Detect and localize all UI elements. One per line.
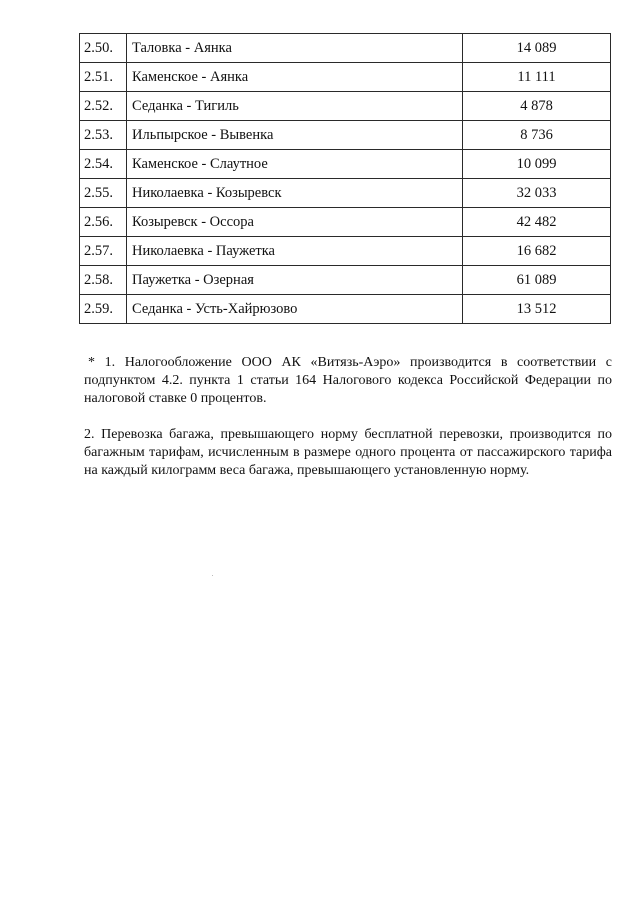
route-name: Ильпырское - Вывенка (127, 121, 463, 150)
row-number: 2.55. (80, 179, 127, 208)
table-row (80, 121, 611, 150)
route-name: Таловка - Аянка (127, 34, 463, 63)
row-number: 2.59. (80, 295, 127, 324)
fare-value: 42 482 (463, 208, 611, 237)
fare-value: 10 099 (463, 150, 611, 179)
row-number: 2.54. (80, 150, 127, 179)
fare-value: 16 682 (463, 237, 611, 266)
route-name: Седанка - Усть-Хайрюзово (127, 295, 463, 324)
row-number: 2.56. (80, 208, 127, 237)
fare-value: 8 736 (463, 121, 611, 150)
fare-value: 4 878 (463, 92, 611, 121)
route-name: Паужетка - Озерная (127, 266, 463, 295)
route-name: Николаевка - Козыревск (127, 179, 463, 208)
table-row (80, 266, 611, 295)
footnotes (84, 354, 612, 498)
fare-value: 13 512 (463, 295, 611, 324)
fare-value: 11 111 (463, 63, 611, 92)
table-row (80, 63, 611, 92)
row-number: 2.52. (80, 92, 127, 121)
table-row (80, 179, 611, 208)
route-name: Козыревск - Оссора (127, 208, 463, 237)
row-number: 2.57. (80, 237, 127, 266)
table-row (80, 150, 611, 179)
row-number: 2.50. (80, 34, 127, 63)
fare-value: 61 089 (463, 266, 611, 295)
footnote-baggage: 2. Перевозка багажа, превышающего норму бесплатной перевозки, производится по багажным тарифам, исчисленным в размере одного процента от пассажирского тарифа на каждый килограмм веса багажа, превышающего установленную норму. (84, 427, 612, 478)
row-number: 2.53. (80, 121, 127, 150)
route-name: Каменское - Слаутное (127, 150, 463, 179)
table-row (80, 295, 611, 324)
route-name: Каменское - Аянка (127, 63, 463, 92)
table-row (80, 208, 611, 237)
row-number: 2.58. (80, 266, 127, 295)
fare-value: 14 089 (463, 34, 611, 63)
route-name: Седанка - Тигиль (127, 92, 463, 121)
scan-speck (212, 575, 213, 576)
fare-value: 32 033 (463, 179, 611, 208)
route-name: Николаевка - Паужетка (127, 237, 463, 266)
table-row (80, 34, 611, 63)
table-row (80, 92, 611, 121)
footnote-tax: * 1. Налогообложение ООО АК «Витязь-Аэро» производится в соответствии с подпунктом 4.2. пункта 1 статьи 164 Налогового кодекса Российской Федерации по налоговой ставке 0 процентов. (84, 355, 612, 406)
table-row (80, 237, 611, 266)
fares-table (79, 33, 611, 324)
row-number: 2.51. (80, 63, 127, 92)
